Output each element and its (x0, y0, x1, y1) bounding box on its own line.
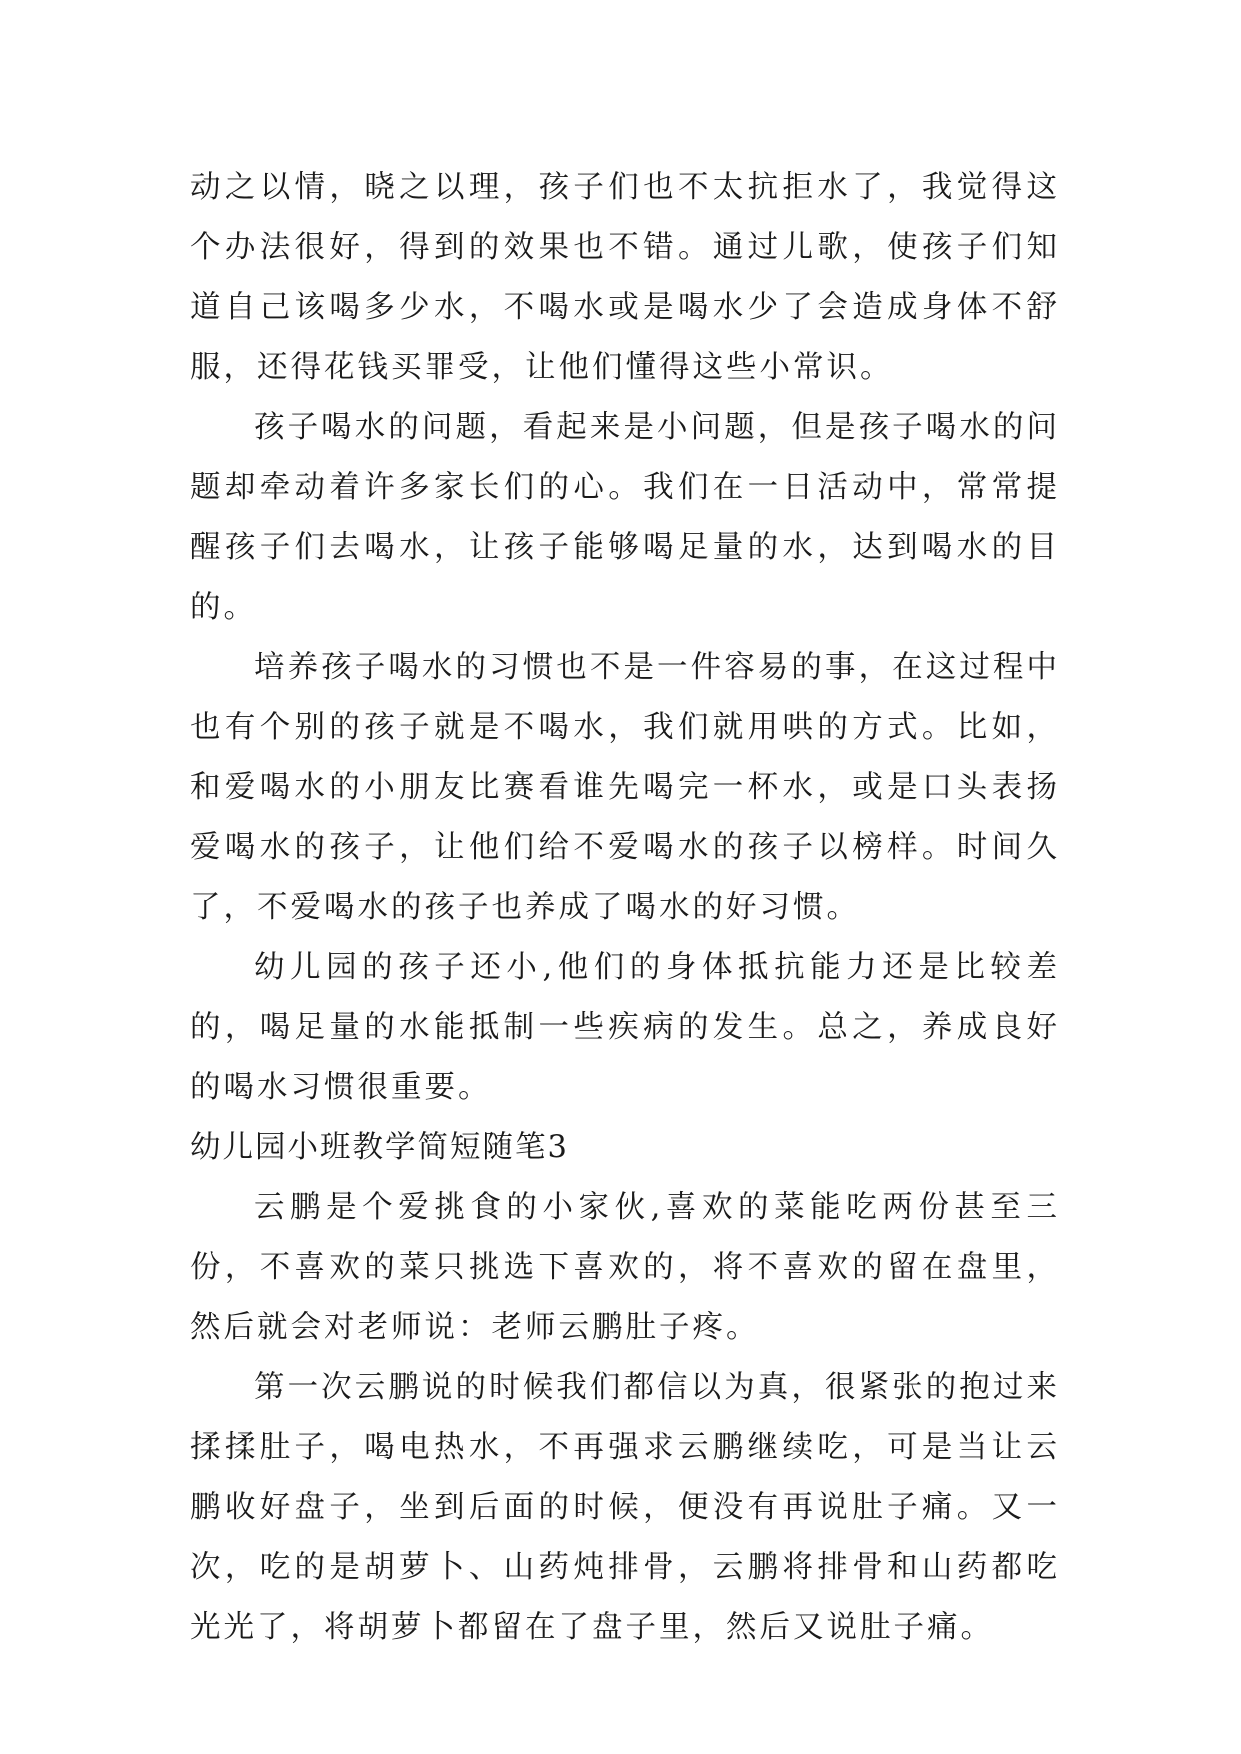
paragraph: 动之以情，晓之以理，孩子们也不太抗拒水了，我觉得这个办法很好，得到的效果也不错。通过儿歌，使孩子们知道自己该喝多少水，不喝水或是喝水少了会造成身体不舒服，还得花钱买罪受，让他们懂得这些小常识。 (190, 170, 1060, 385)
paragraph: 幼儿园的孩子还小,他们的身体抵抗能力还是比较差的，喝足量的水能抵制一些疾病的发生。总之，养成良好的喝水习惯很重要。 (190, 950, 1060, 1105)
paragraph: 第一次云鹏说的时候我们都信以为真，很紧张的抱过来揉揉肚子，喝电热水，不再强求云鹏继续吃，可是当让云鹏收好盘子，坐到后面的时候，便没有再说肚子痛。又一次，吃的是胡萝卜、山药炖排骨，云鹏将排骨和山药都吃光光了，将胡萝卜都留在了盘子里，然后又说肚子痛。 (190, 1370, 1060, 1645)
section-title: 幼儿园小班教学简短随笔3 (190, 1130, 569, 1165)
document-body (190, 158, 1060, 1658)
paragraph: 培养孩子喝水的习惯也不是一件容易的事，在这过程中也有个别的孩子就是不喝水，我们就用哄的方式。比如，和爱喝水的小朋友比赛看谁先喝完一杯水，或是口头表扬爱喝水的孩子，让他们给不爱喝水的孩子以榜样。时间久了，不爱喝水的孩子也养成了喝水的好习惯。 (190, 650, 1060, 925)
paragraph: 云鹏是个爱挑食的小家伙,喜欢的菜能吃两份甚至三份，不喜欢的菜只挑选下喜欢的，将不喜欢的留在盘里，然后就会对老师说：老师云鹏肚子疼。 (190, 1190, 1060, 1345)
paragraph: 孩子喝水的问题，看起来是小问题，但是孩子喝水的问题却牵动着许多家长们的心。我们在一日活动中，常常提醒孩子们去喝水，让孩子能够喝足量的水，达到喝水的目的。 (190, 410, 1060, 625)
